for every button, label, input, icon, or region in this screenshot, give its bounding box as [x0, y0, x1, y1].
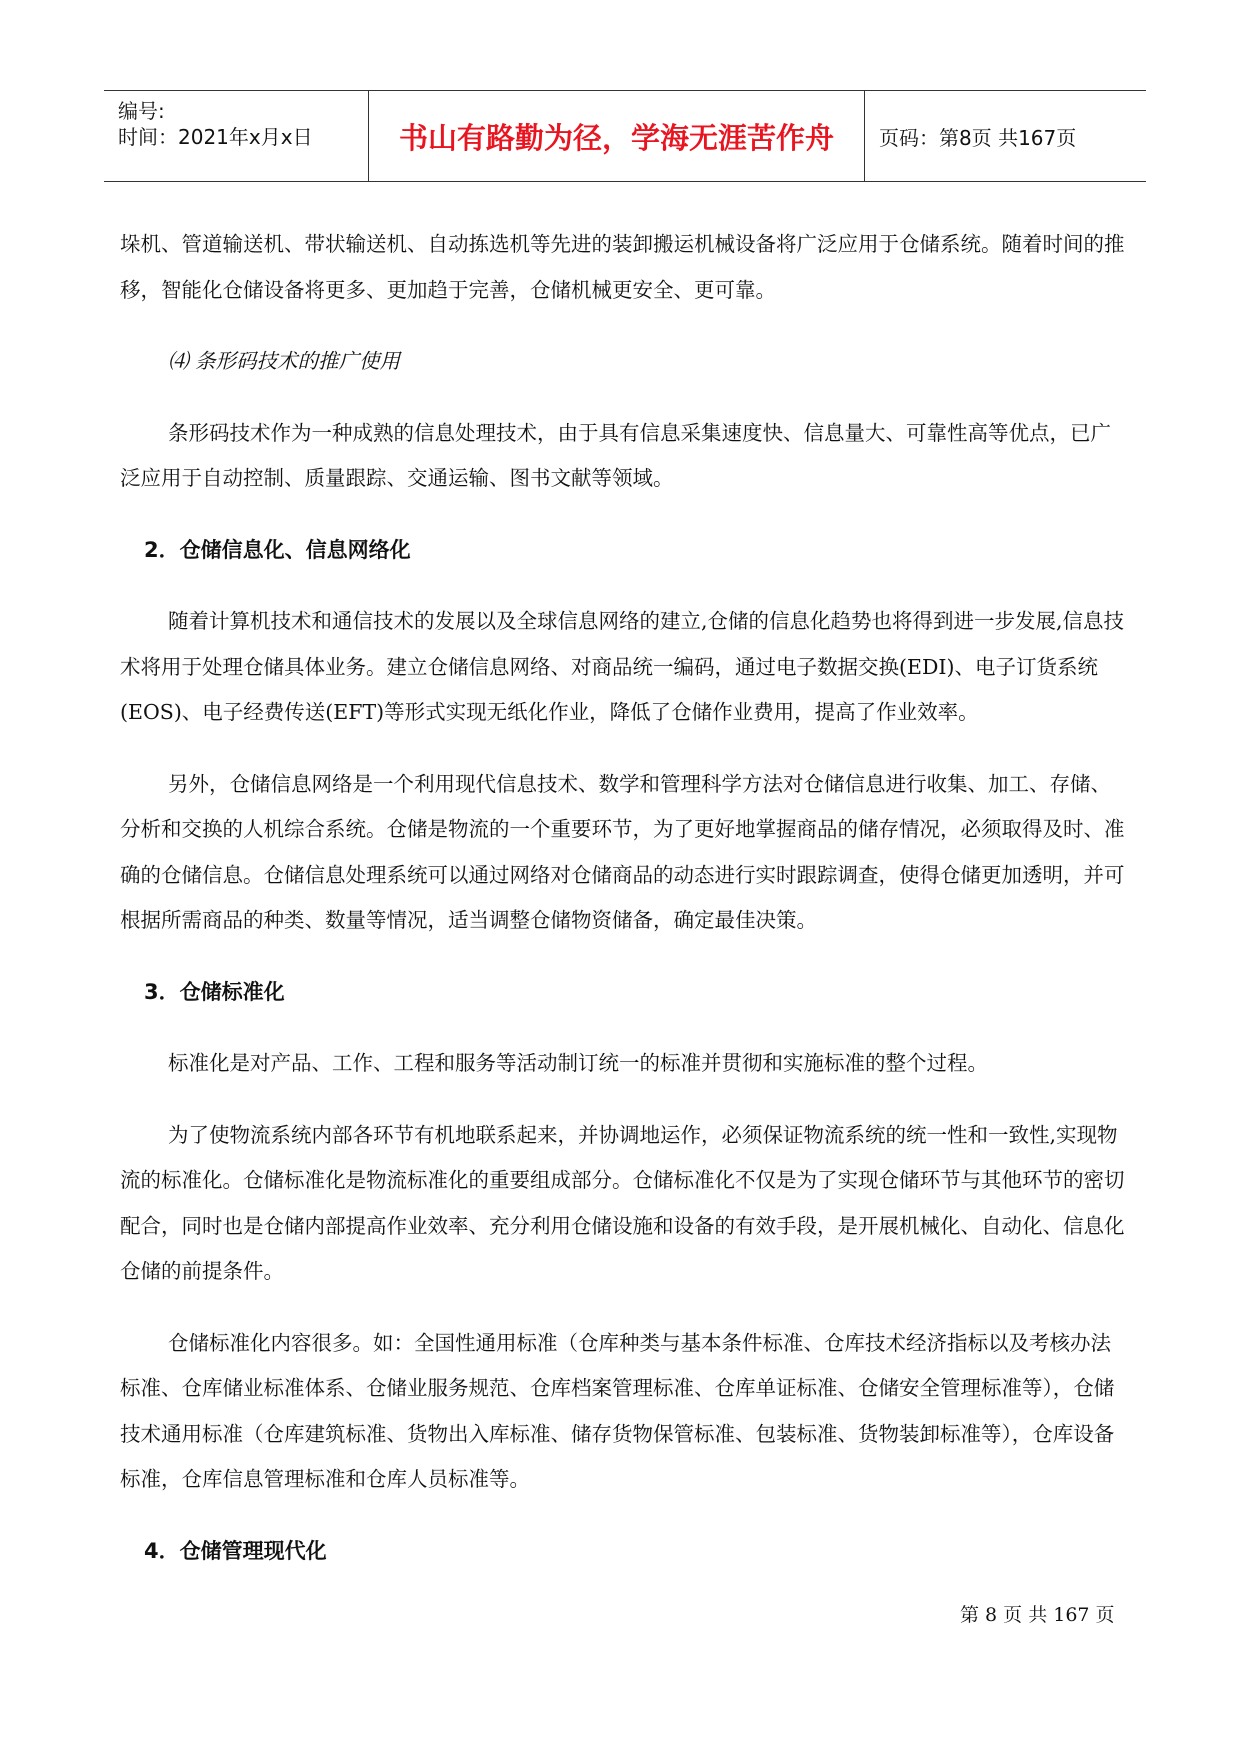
body-paragraph: 随着计算机技术和通信技术的发展以及全球信息网络的建立,仓储的信息化趋势也将得到进一步发展,信息技术将用于处理仓储具体业务。建立仓储信息网络、对商品统一编码，通过电子数据交换(EDI)、电子订货系统(EOS)、电子经费传送(EFT)等形式实现无纸化作业，降低了仓储作业费用，提高了作业效率。 [120, 609, 1125, 724]
document-body [120, 222, 1130, 1574]
document-number-label: 编号: [118, 99, 165, 123]
section-heading: 4．仓储管理现代化 [144, 1538, 327, 1563]
body-paragraph: 另外，仓储信息网络是一个利用现代信息技术、数学和管理科学方法对仓储信息进行收集、加工、存储、分析和交换的人机综合系统。仓储是物流的一个重要环节，为了更好地掌握商品的储存情况，必须取得及时、准确的仓储信息。仓储信息处理系统可以通过网络对仓储商品的动态进行实时跟踪调查，使得仓储更加透明，并可根据所需商品的种类、数量等情况，适当调整仓储物资储备，确定最佳决策。 [120, 771, 1125, 932]
section-heading: 2．仓储信息化、信息网络化 [144, 537, 411, 562]
body-paragraph: 垛机、管道输送机、带状输送机、自动拣选机等先进的装卸搬运机械设备将广泛应用于仓储系统。随着时间的推移，智能化仓储设备将更多、更加趋于完善，仓储机械更安全、更可靠。 [120, 232, 1125, 302]
header-motto: 书山有路勤为径，学海无涯苦作舟 [369, 91, 865, 181]
body-paragraph: 为了使物流系统内部各环节有机地联系起来，并协调地运作，必须保证物流系统的统一性和一致性,实现物流的标准化。仓储标准化是物流标准化的重要组成部分。仓储标准化不仅是为了实现仓储环节与其他环节的密切配合，同时也是仓储内部提高作业效率、充分利用仓储设施和设备的有效手段，是开展机械化、自动化、信息化仓储的前提条件。 [120, 1122, 1125, 1283]
page-header [104, 90, 1146, 182]
section-heading: 3．仓储标准化 [144, 979, 285, 1004]
subsection-title: ⑷ 条形码技术的推广使用 [168, 349, 401, 373]
header-info-cell [104, 91, 369, 181]
document-time-label: 时间：2021年x月x日 [118, 125, 313, 149]
page-footer: 第 8 页 共 167 页 [960, 1604, 1115, 1626]
body-paragraph: 标准化是对产品、工作、工程和服务等活动制订统一的标准并贯彻和实施标准的整个过程。 [168, 1051, 988, 1075]
header-page-label: 页码：第8页 共167页 [879, 125, 1077, 150]
body-paragraph: 仓储标准化内容很多。如：全国性通用标准（仓库种类与基本条件标准、仓库技术经济指标以及考核办法标准、仓库储业标准体系、仓储业服务规范、仓库档案管理标准、仓库单证标准、仓储安全管理标准等），仓储技术通用标准（仓库建筑标准、货物出入库标准、储存货物保管标准、包装标准、货物装卸标准等），仓库设备标准，仓库信息管理标准和仓库人员标准等。 [120, 1330, 1115, 1491]
body-paragraph: 条形码技术作为一种成熟的信息处理技术，由于具有信息采集速度快、信息量大、可靠性高等优点，已广泛应用于自动控制、质量跟踪、交通运输、图书文献等领域。 [120, 420, 1111, 490]
